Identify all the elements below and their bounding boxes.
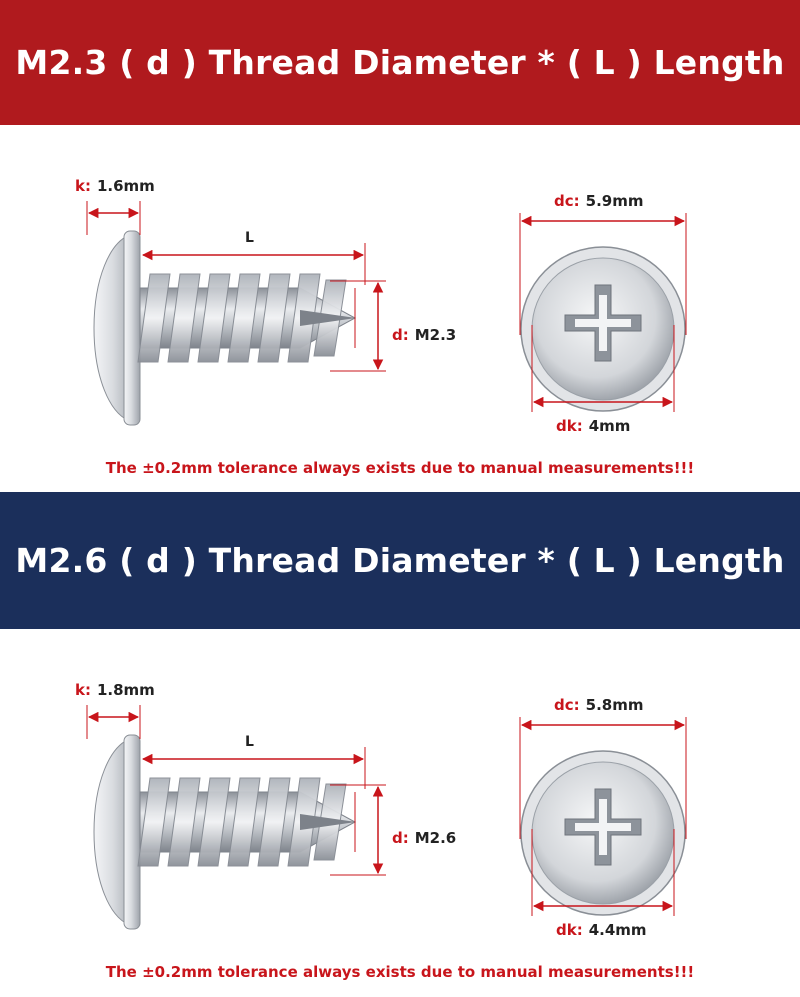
d-dimension-label: d: M2.6 [392,829,457,847]
d-value: M2.6 [414,829,457,847]
d-value: M2.3 [414,326,457,344]
dk-dimension-label: dk: 4.4mm [556,921,647,939]
screw-side-view-icon [94,735,356,929]
k-value: 1.6mm [96,177,155,195]
section-1-diagram [0,125,800,492]
section-1-title: M2.3 ( d ) Thread Diameter * ( L ) Length [0,0,800,125]
k-dimension-label: k: 1.8mm [75,681,155,699]
dc-value: 5.9mm [585,192,644,210]
dk-value: 4.4mm [588,921,647,939]
screw-side-view-icon [94,231,356,425]
length-dimension-label: L [245,734,254,750]
dc-dimension-label: dc: 5.9mm [554,192,644,210]
length-dimension-label: L [245,230,254,246]
dk-value: 4mm [588,417,631,435]
tolerance-note: The ±0.2mm tolerance always exists due to manual measurements!!! [105,459,695,477]
tolerance-note: The ±0.2mm tolerance always exists due to manual measurements!!! [105,963,695,981]
section-2-diagram [0,629,800,997]
section-2-title: M2.6 ( d ) Thread Diameter * ( L ) Length [0,492,800,629]
d-dimension-label: d: M2.3 [392,326,457,344]
screw-top-view-icon [521,247,685,411]
k-dimension-label: k: 1.6mm [75,177,155,195]
dc-value: 5.8mm [585,696,644,714]
screw-top-view-icon [521,751,685,915]
dc-dimension-label: dc: 5.8mm [554,696,644,714]
dk-dimension-label: dk: 4mm [556,417,631,435]
k-value: 1.8mm [96,681,155,699]
